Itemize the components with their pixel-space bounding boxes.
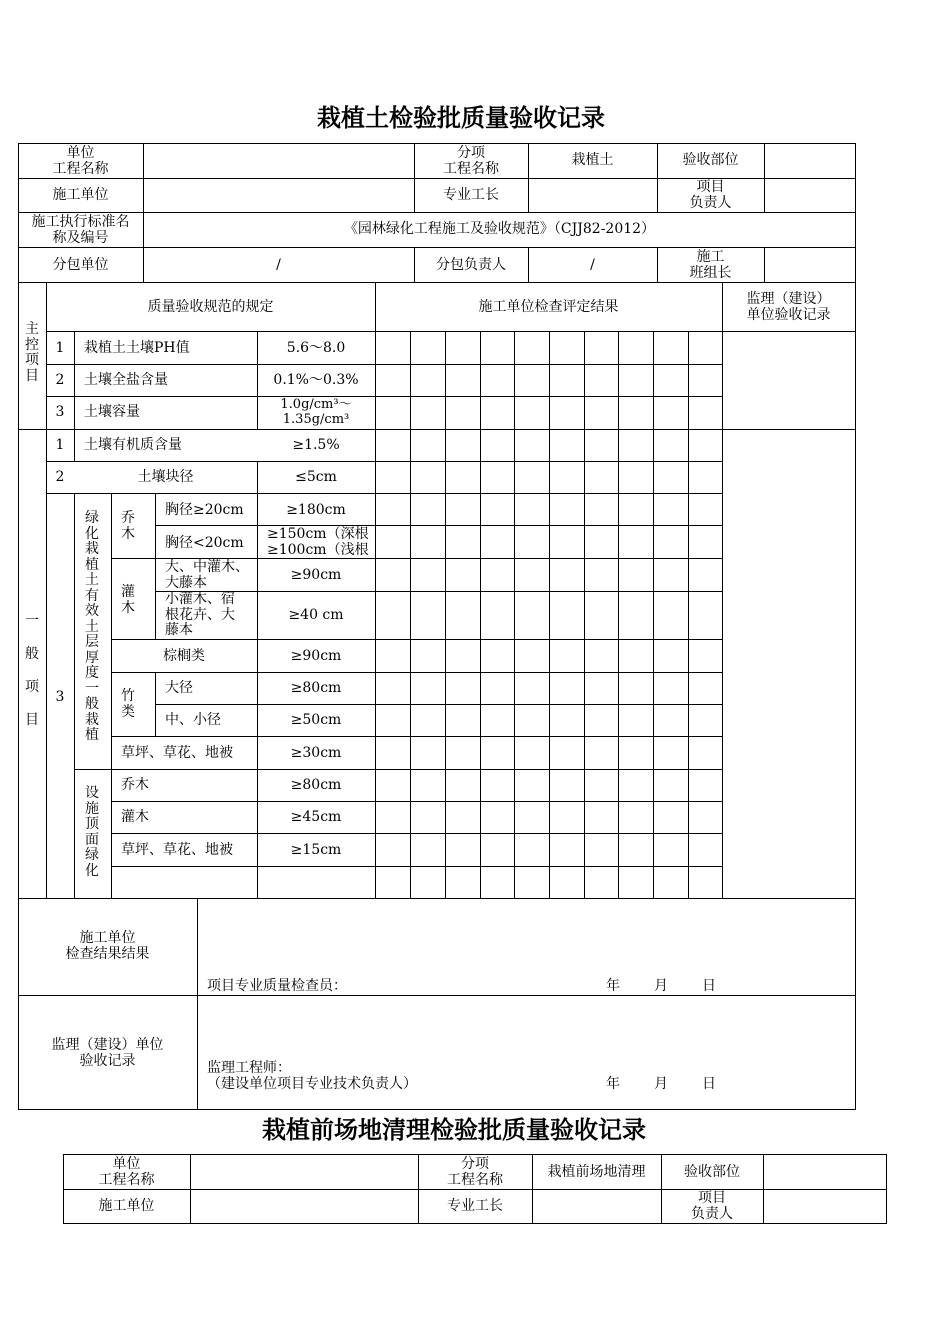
acceptance-part-label: 验收部位 [682, 152, 739, 168]
general-item-no: 1 [55, 437, 65, 453]
item3-group-b: 设施顶面绿化 [85, 785, 99, 879]
general-item-name: 土壤有机质含量 [84, 437, 182, 453]
row-req: ≥50cm [290, 712, 342, 728]
project-manager-label: 项目 负责人 [689, 179, 732, 211]
standard-label: 施工执行标准名 称及编号 [31, 214, 130, 246]
team-leader-label: 施工 班组长 [689, 249, 732, 281]
subcontractor-manager-label: 分包负责人 [436, 257, 506, 273]
main-item-name: 土壤全盐含量 [84, 372, 168, 388]
construction-unit-label: 施工单位 [52, 187, 109, 203]
check-header: 施工单位检查评定结果 [478, 299, 619, 315]
main-item-req: 1.0g/cm³～ 1.35g/cm³ [280, 397, 352, 427]
row-req: ≥30cm [290, 745, 342, 761]
standard-value[interactable]: 《园林绿化工程施工及验收规范》（CJJ82-2012） [343, 221, 656, 237]
sub-project-name-label: 分项 工程名称 [443, 145, 499, 177]
general-item-no: 2 [55, 469, 65, 485]
row-req: ≥80cm [290, 777, 342, 793]
row-req: ≥15cm [290, 842, 342, 858]
supervisor-label: 监理工程师： [207, 1060, 291, 1076]
subcontractor-label: 分包单位 [52, 257, 109, 273]
row-name: 草坪、草花、地被 [121, 745, 233, 761]
date-year: 年 [606, 978, 620, 994]
main-item-req: 5.6～8.0 [286, 340, 346, 356]
row-req: ≥80cm [290, 680, 342, 696]
general-item-req: ≥1.5% [292, 437, 340, 453]
spec-header: 质量验收规范的规定 [147, 299, 274, 315]
check-result-label: 施工单位 检查结果结果 [65, 930, 150, 962]
supervision-header: 监理（建设） 单位验收记录 [746, 291, 831, 323]
row-name: 胸径≥20cm [165, 502, 244, 518]
form2-unit-project-name-label: 单位 工程名称 [98, 1156, 155, 1188]
date-day: 日 [702, 978, 716, 994]
form2-project-manager-label: 项目 负责人 [691, 1190, 733, 1222]
form2-construction-unit-label: 施工单位 [98, 1198, 155, 1214]
row-name: 胸径<20cm [165, 535, 244, 551]
form2-sub-project-name-value[interactable]: 栽植前场地清理 [547, 1164, 646, 1180]
unit-project-name-label: 单位 工程名称 [52, 145, 109, 177]
date-year: 年 [606, 1076, 620, 1092]
row-req: ≥90cm [290, 567, 342, 583]
row-name: 大径 [165, 680, 193, 696]
row-name: 乔木 [121, 777, 149, 793]
subcontractor-manager-value[interactable]: / [590, 257, 595, 273]
main-item-req: 0.1%～0.3% [273, 372, 359, 388]
foreman-label: 专业工长 [443, 187, 499, 203]
bamboo-label: 竹 类 [121, 688, 135, 720]
form1-title: 栽植土检验批质量验收记录 [317, 104, 605, 132]
row-req: ≥180cm [286, 502, 346, 518]
row-name: 大、中灌木、 大藤本 [165, 559, 249, 591]
form2-sub-project-name-label: 分项 工程名称 [447, 1156, 503, 1188]
main-item-no: 3 [55, 404, 65, 420]
row-req: ≥40 cm [288, 607, 344, 623]
form2-title: 栽植前场地清理检验批质量验收记录 [262, 1116, 646, 1144]
main-control-label: 主控项目 [25, 321, 39, 384]
subcontractor-value[interactable]: / [276, 257, 281, 273]
sub-project-name-value[interactable]: 栽植土 [571, 152, 614, 168]
item3-no: 3 [55, 689, 65, 705]
shrub-label: 灌 木 [121, 584, 135, 616]
date-month: 月 [654, 978, 668, 994]
row-name: 中、小径 [165, 712, 221, 728]
main-item-name: 栽植土土壤PH值 [84, 340, 190, 356]
item3-group-a: 绿化栽植土有效土层厚度一般栽植 [85, 510, 99, 743]
date-day: 日 [702, 1076, 716, 1092]
form2-foreman-label: 专业工长 [447, 1198, 503, 1214]
owner-tech-label: （建设单位项目专业技术负责人） [207, 1076, 417, 1092]
general-label: 一 般 项 目 [25, 613, 39, 728]
main-item-name: 土壤容量 [84, 404, 140, 420]
row-req: ≥90cm [290, 648, 342, 664]
general-item-req: ≤5cm [295, 469, 337, 485]
main-item-no: 2 [55, 372, 65, 388]
row-req: ≥150cm（深根 ≥100cm（浅根 [267, 526, 369, 558]
supervision-record-label: 监理（建设）单位 验收记录 [51, 1037, 164, 1069]
form2-acceptance-part-label: 验收部位 [684, 1164, 740, 1180]
main-item-no: 1 [55, 340, 65, 356]
row-name: 小灌木、宿 根花卉、大 藤本 [165, 591, 235, 638]
inspector-label: 项目专业质量检查员： [207, 978, 347, 994]
date-month: 月 [654, 1076, 668, 1092]
general-item-name: 土壤块径 [137, 469, 194, 485]
row-name: 棕榈类 [163, 648, 205, 664]
row-name: 灌木 [121, 809, 149, 825]
row-name: 草坪、草花、地被 [121, 842, 233, 858]
arbor-label: 乔 木 [121, 510, 135, 542]
row-req: ≥45cm [290, 809, 342, 825]
